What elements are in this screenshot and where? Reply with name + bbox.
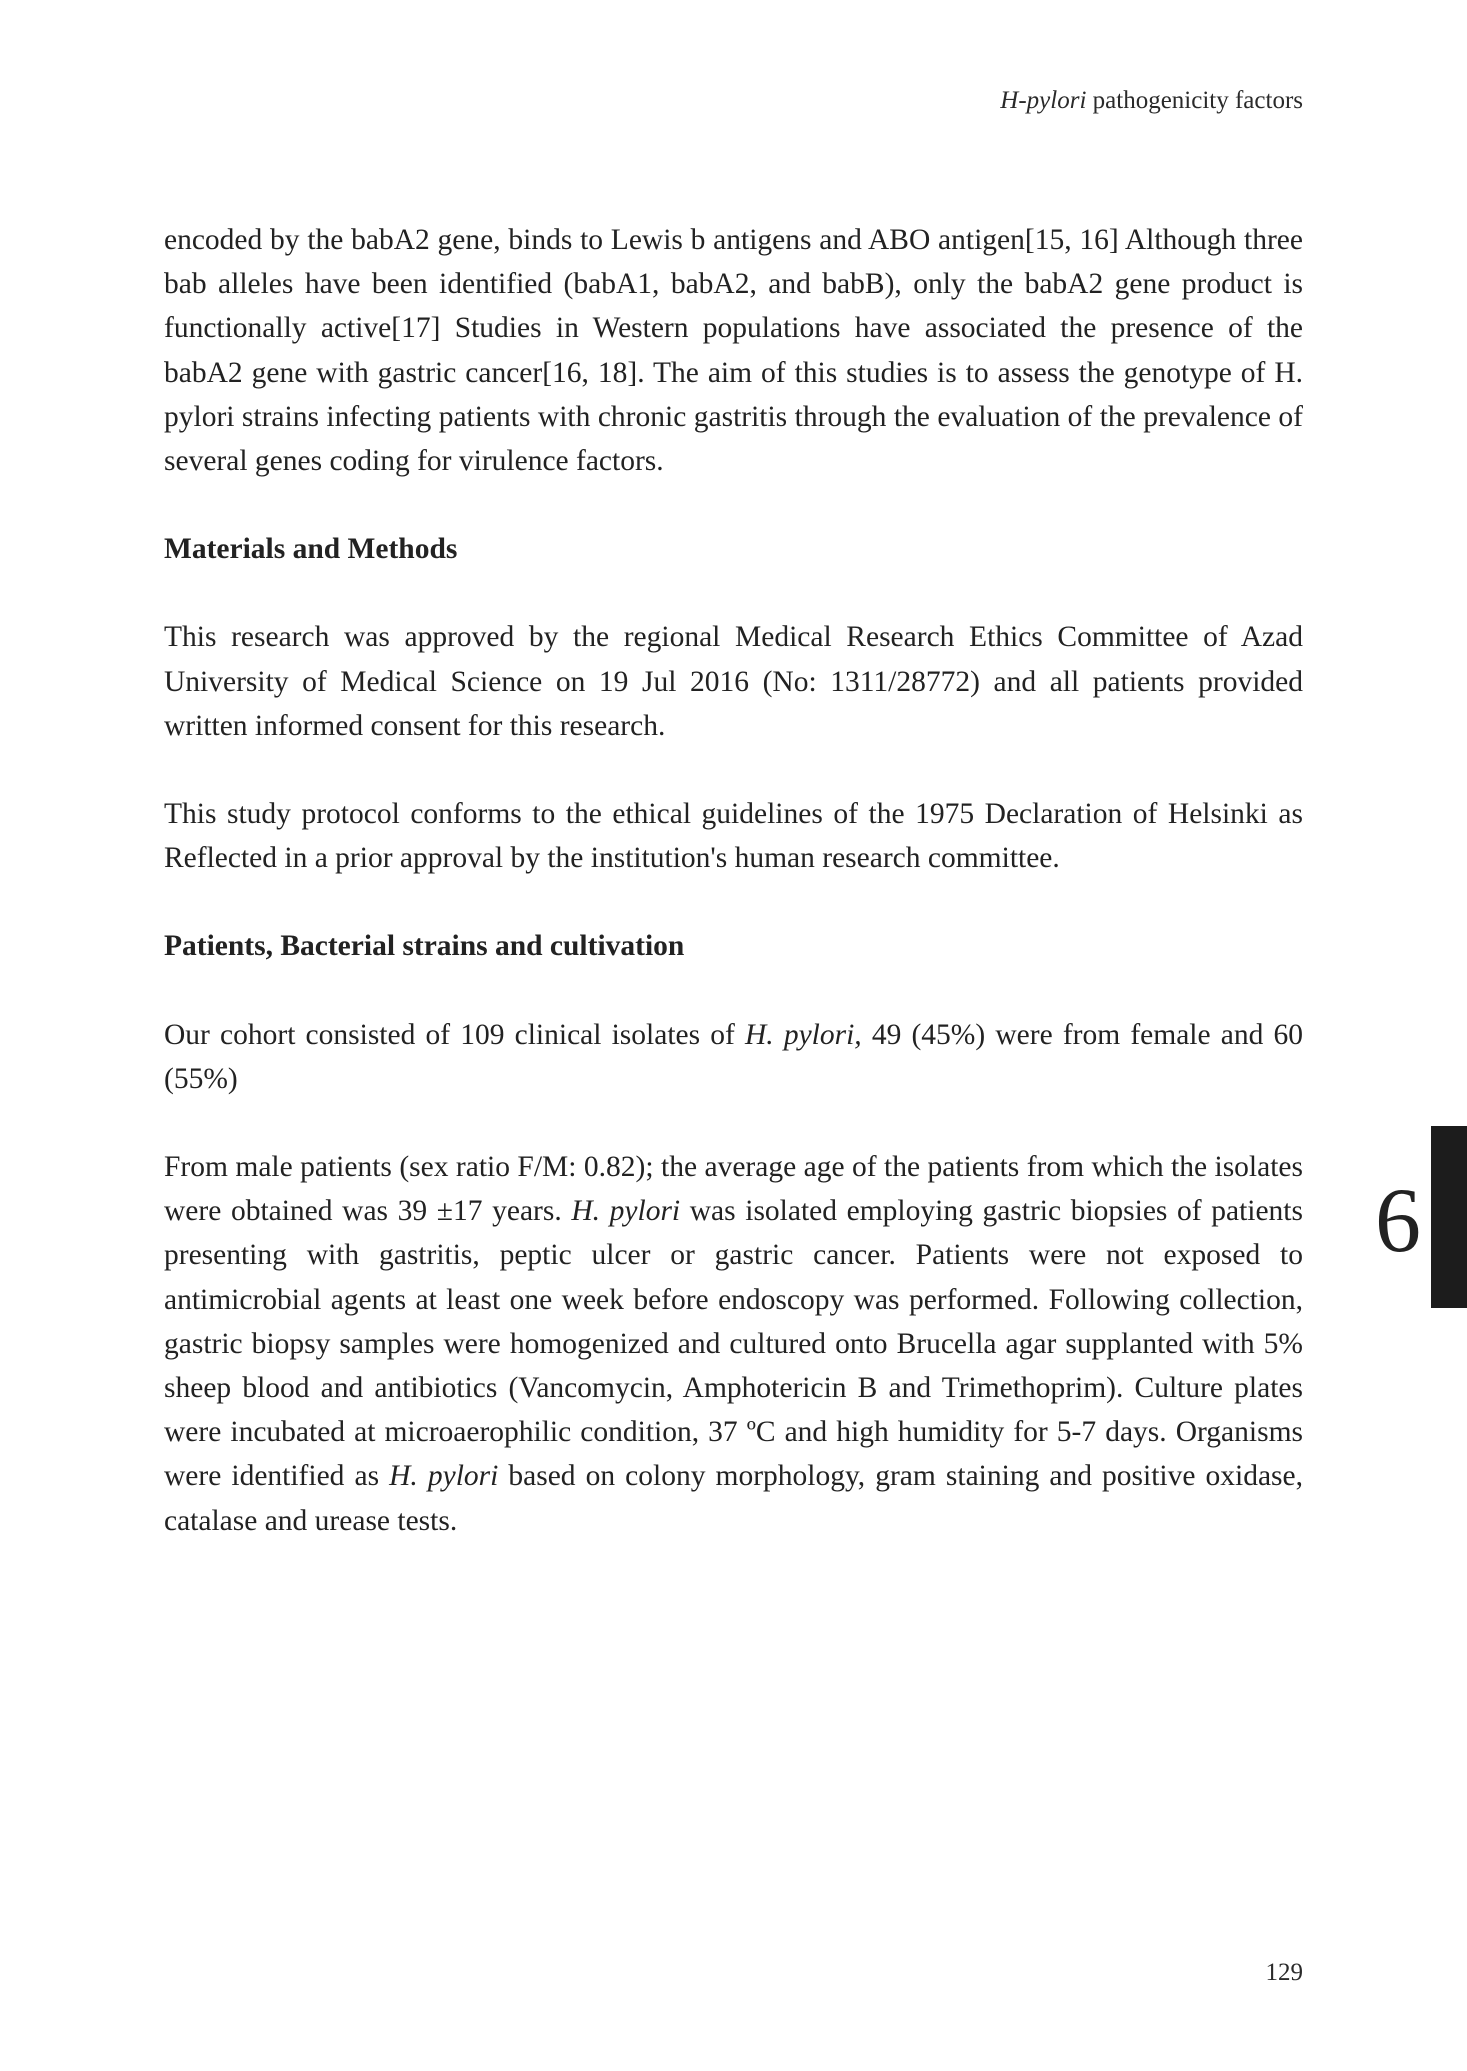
methods-species-1: H. pylori xyxy=(571,1195,681,1228)
running-header xyxy=(1000,84,1303,118)
cohort-species: H. pylori, xyxy=(744,1018,862,1051)
running-header-italic: H-pylori xyxy=(1000,87,1087,114)
heading-materials-methods: Materials and Methods xyxy=(164,533,458,566)
paragraph-ethics: This research was approved by the regional Medical Research Ethics Committee of Azad University of Medical Science on 19 Jul 2016 (No: 1311/28772) and all patients provided written informed consent for this research. xyxy=(164,621,1303,742)
methods-text-1: From male patients (sex ratio F/M: 0.82); the average age of the patients from which the isolates were obtained was 39 ±17 years. xyxy=(164,1151,1303,1228)
paragraph-intro: encoded by the babA2 gene, binds to Lewis b antigens and ABO antigen[15, 16] Although three bab alleles have been identified (babA1, babA2, and babB), only the babA2 gene product is functionally active[17] Studies in Western populations have associated the presence of the babA2 gene with gastric cancer[16, 18]. The aim of this studies is to assess the genotype of H. pylori strains infecting patients with chronic gastritis through the evaluation of the prevalence of several genes coding for virulence factors. xyxy=(164,224,1303,478)
paragraph-protocol: This study protocol conforms to the ethical guidelines of the 1975 Declaration of Helsinki as Reflected in a prior approval by the institution's human research committee. xyxy=(164,798,1303,875)
cohort-text-2: 49 (45%) were from female and 60 (55%) xyxy=(164,1018,1303,1095)
paragraph-methods xyxy=(164,1145,1303,1543)
running-header-text: pathogenicity factors xyxy=(1086,87,1303,114)
paragraph-cohort xyxy=(164,1013,1303,1101)
chapter-thumb-tab xyxy=(1431,1126,1467,1308)
main-content xyxy=(164,218,1303,1543)
cohort-text-1: Our cohort consisted of 109 clinical isolates of xyxy=(164,1018,745,1051)
methods-species-2: H. pylori xyxy=(389,1460,499,1493)
methods-text-2: was isolated employing gastric biopsies of patients presenting with gastritis, peptic ulcer or gastric cancer. Patients were not exposed to antimicrobial agents at least one week before endoscopy was performed. Following collection, gastric biopsy samples were homogenized and cultured onto Brucella agar supplanted with 5% sheep blood and antibiotics (Vancomycin, Amphotericin B and Trimethoprim). Culture plates were incubated at microaerophilic condition, 37 ºC and high humidity for 5-7 days. Organisms were identified as xyxy=(164,1195,1303,1493)
methods-text-3: based on colony morphology, gram staining and positive oxidase, catalase and urease tests. xyxy=(164,1460,1303,1537)
page-number: 129 xyxy=(1265,1959,1303,1986)
chapter-number: 6 xyxy=(1375,1169,1421,1271)
heading-patients-strains: Patients, Bacterial strains and cultivation xyxy=(164,930,685,963)
